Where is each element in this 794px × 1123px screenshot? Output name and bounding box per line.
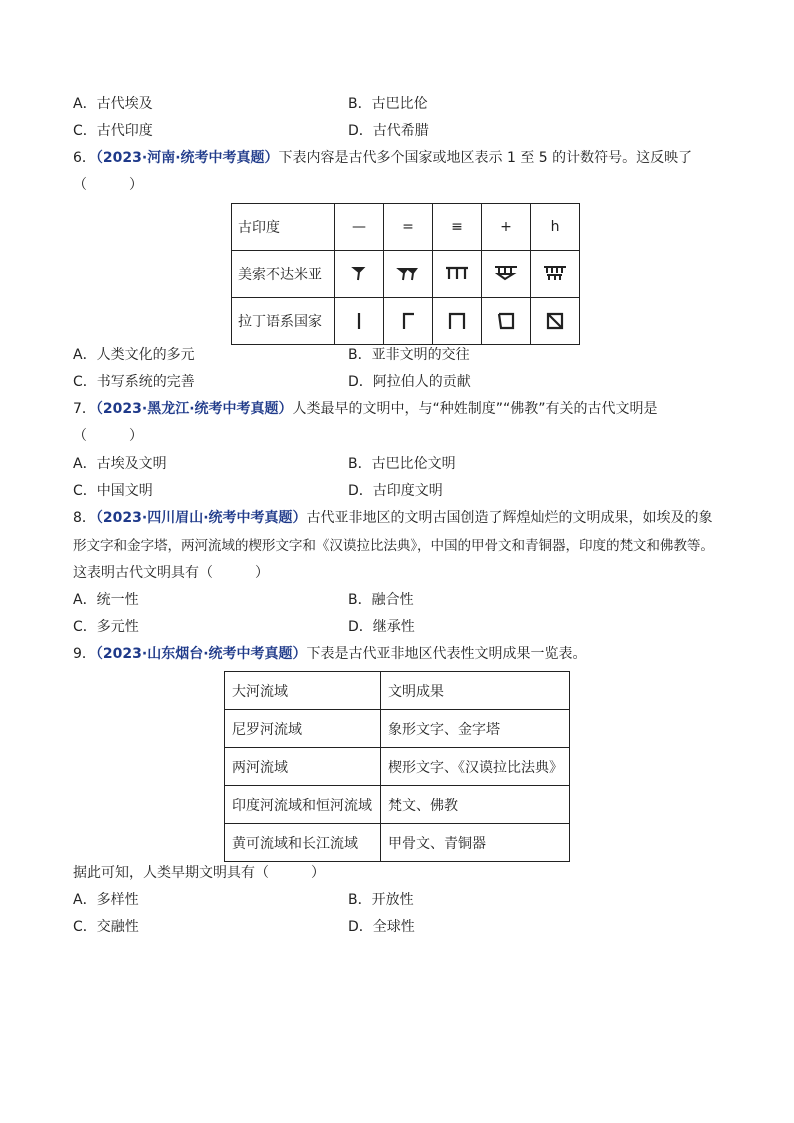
table-row — [232, 204, 580, 251]
q6-option-a: A．人类文化的多元 — [73, 347, 195, 363]
q8-stem-line3: 这表明古代文明具有（ ） — [73, 565, 269, 581]
latin-symbol-4 — [482, 298, 531, 345]
q6-option-c: C．书写系统的完善 — [73, 374, 195, 390]
q7-answer-blank: （ ） — [73, 428, 143, 444]
q6-stem-text: 下表内容是古代多个国家或地区表示 1 至 5 的计数符号。这反映了 — [278, 150, 693, 166]
cuneiform-symbol-2 — [384, 251, 433, 298]
q9-conclusion: 据此可知，人类早期文明具有（ ） — [73, 865, 325, 881]
latin-4-icon — [495, 310, 517, 332]
q9-option-a: A．多样性 — [73, 892, 139, 908]
table-cell: 黄可流域和长江流域 — [225, 824, 381, 862]
table-cell: 象形文字、金字塔 — [381, 710, 570, 748]
q7-stem — [73, 399, 658, 419]
header-cell: 文明成果 — [381, 672, 570, 710]
cuneiform-symbol-4 — [482, 251, 531, 298]
q7-stem-text: 人类最早的文明中，与“种姓制度”“佛教”有关的古代文明是 — [292, 401, 658, 417]
latin-5-icon — [544, 310, 566, 332]
table-row — [232, 251, 580, 298]
header-cell: 大河流域 — [225, 672, 381, 710]
q9-stem-text: 下表是古代亚非地区代表性文明成果一览表。 — [306, 646, 587, 662]
q8-source: （2023·四川眉山·统考中考真题） — [95, 510, 307, 526]
q8-number: 8． — [73, 510, 96, 526]
table-row — [225, 824, 570, 862]
cuneiform-3-icon — [444, 265, 470, 283]
latin-symbol-5 — [531, 298, 580, 345]
india-symbol-4: + — [482, 204, 531, 251]
cuneiform-4-icon — [493, 264, 519, 284]
q9-option-c: C．交融性 — [73, 919, 139, 935]
q9-option-b: B．开放性 — [348, 892, 414, 908]
q5-option-d: D．古代希腊 — [348, 123, 429, 139]
q9-number: 9． — [73, 646, 96, 662]
q6-number: 6． — [73, 150, 96, 166]
counting-symbols-table — [231, 203, 580, 345]
cuneiform-1-icon — [348, 265, 370, 283]
q9-option-d: D．全球性 — [348, 919, 415, 935]
cuneiform-2-icon — [396, 265, 420, 283]
q8-stem-line2: 形文字和金字塔，两河流域的楔形文字和《汉谟拉比法典》，中国的甲骨文和青铜器，印度的梵文和佛教等。 — [73, 538, 714, 554]
q8-stem-line1 — [73, 508, 713, 528]
q6-option-d: D．阿拉伯人的贡献 — [348, 374, 471, 390]
table-header-row — [225, 672, 570, 710]
q7-number: 7． — [73, 401, 96, 417]
q7-option-d: D．古印度文明 — [348, 483, 443, 499]
q7-option-c: C．中国文明 — [73, 483, 153, 499]
table-row — [225, 786, 570, 824]
table-cell: 梵文、佛教 — [381, 786, 570, 824]
q8-option-d: D．继承性 — [348, 619, 415, 635]
q6-stem — [73, 148, 692, 168]
latin-2-icon — [398, 310, 418, 332]
table-cell: 楔形文字、《汉谟拉比法典》 — [381, 748, 570, 786]
q8-stem-text: 古代亚非地区的文明古国创造了辉煌灿烂的文明成果，如埃及的象 — [306, 510, 713, 526]
cuneiform-symbol-5 — [531, 251, 580, 298]
civilization-achievements-table — [224, 671, 570, 862]
q6-option-b: B．亚非文明的交往 — [348, 347, 470, 363]
q6-answer-blank: （ ） — [73, 177, 143, 193]
latin-symbol-1 — [335, 298, 384, 345]
q5-option-b: B．古巴比伦 — [348, 96, 428, 112]
table-cell: 两河流域 — [225, 748, 381, 786]
table-row — [225, 710, 570, 748]
india-symbol-2: = — [384, 204, 433, 251]
india-symbol-1: — — [335, 204, 384, 251]
q8-option-b: B．融合性 — [348, 592, 414, 608]
table-cell: 尼罗河流域 — [225, 710, 381, 748]
row-label: 拉丁语系国家 — [232, 298, 335, 345]
india-symbol-3: ≡ — [433, 204, 482, 251]
q7-source: （2023·黑龙江·统考中考真题） — [95, 401, 293, 417]
latin-3-icon — [446, 310, 468, 332]
cuneiform-symbol-1 — [335, 251, 384, 298]
row-label: 古印度 — [232, 204, 335, 251]
table-cell: 甲骨文、青铜器 — [381, 824, 570, 862]
table-row — [225, 748, 570, 786]
table-row — [232, 298, 580, 345]
latin-symbol-3 — [433, 298, 482, 345]
table-cell: 印度河流域和恒河流域 — [225, 786, 381, 824]
india-symbol-5: h — [531, 204, 580, 251]
q8-option-a: A．统一性 — [73, 592, 139, 608]
q5-option-c: C．古代印度 — [73, 123, 153, 139]
q9-stem — [73, 644, 587, 664]
q7-option-b: B．古巴比伦文明 — [348, 456, 456, 472]
q8-option-c: C．多元性 — [73, 619, 139, 635]
q9-source: （2023·山东烟台·统考中考真题） — [95, 646, 307, 662]
q5-option-a: A．古代埃及 — [73, 96, 153, 112]
latin-1-icon — [349, 310, 369, 332]
latin-symbol-2 — [384, 298, 433, 345]
cuneiform-5-icon — [542, 264, 568, 284]
row-label: 美索不达米亚 — [232, 251, 335, 298]
cuneiform-symbol-3 — [433, 251, 482, 298]
q7-option-a: A．古埃及文明 — [73, 456, 167, 472]
q6-source: （2023·河南·统考中考真题） — [95, 150, 279, 166]
